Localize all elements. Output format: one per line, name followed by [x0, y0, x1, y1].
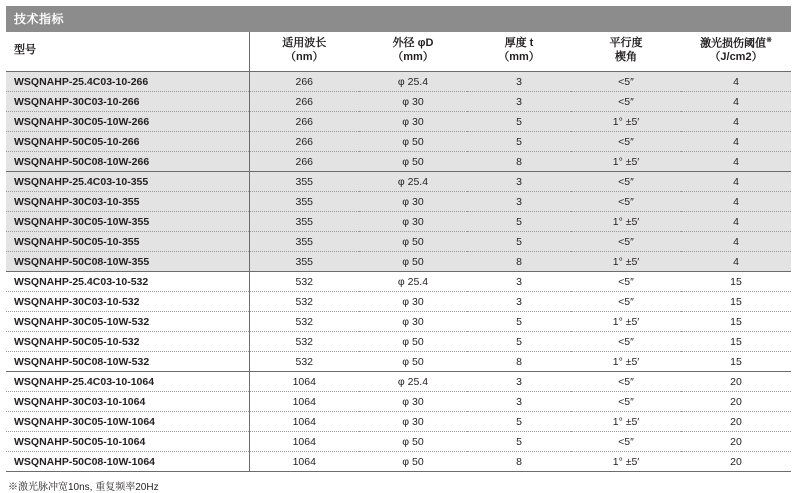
- column-header-parallelism-line1: 平行度: [609, 37, 643, 50]
- table-row: [6, 172, 791, 192]
- cell-wavelength: 532: [249, 332, 359, 352]
- cell-wavelength: 532: [249, 352, 359, 372]
- table-row: [6, 292, 791, 312]
- table-row: [6, 112, 791, 132]
- column-header-diameter-line1: 外径 φD: [392, 37, 434, 50]
- cell-model: WSQNAHP-30C03-10-1064: [6, 392, 249, 412]
- cell-diameter: φ 50: [359, 252, 467, 272]
- cell-diameter: φ 50: [359, 432, 467, 452]
- column-header-wavelength: [249, 32, 359, 72]
- column-header-parallelism: [571, 32, 681, 72]
- table-row: [6, 312, 791, 332]
- cell-model: WSQNAHP-30C05-10W-532: [6, 312, 249, 332]
- cell-model: WSQNAHP-50C08-10W-355: [6, 252, 249, 272]
- cell-model: WSQNAHP-30C03-10-355: [6, 192, 249, 212]
- cell-parallelism: <5″: [571, 192, 681, 212]
- cell-diameter: φ 50: [359, 232, 467, 252]
- footnote: [6, 472, 791, 493]
- cell-thickness: 5: [467, 232, 571, 252]
- cell-parallelism: 1° ±5′: [571, 252, 681, 272]
- cell-wavelength: 266: [249, 132, 359, 152]
- column-header-model: [6, 32, 249, 72]
- cell-wavelength: 532: [249, 272, 359, 292]
- table-row: [6, 252, 791, 272]
- cell-diameter: φ 30: [359, 192, 467, 212]
- cell-thickness: 5: [467, 332, 571, 352]
- cell-parallelism: <5″: [571, 292, 681, 312]
- table-row: [6, 432, 791, 452]
- table-row: [6, 232, 791, 252]
- cell-diameter: φ 25.4: [359, 72, 467, 92]
- cell-model: WSQNAHP-50C08-10W-1064: [6, 452, 249, 472]
- cell-thickness: 3: [467, 92, 571, 112]
- cell-diameter: φ 50: [359, 452, 467, 472]
- cell-parallelism: 1° ±5′: [571, 112, 681, 132]
- cell-model: WSQNAHP-30C03-10-532: [6, 292, 249, 312]
- table-row: [6, 92, 791, 112]
- cell-diameter: φ 25.4: [359, 372, 467, 392]
- cell-ldt: 4: [681, 112, 791, 132]
- cell-ldt: 15: [681, 292, 791, 312]
- cell-diameter: φ 30: [359, 212, 467, 232]
- table-row: [6, 372, 791, 392]
- cell-wavelength: 266: [249, 92, 359, 112]
- cell-parallelism: <5″: [571, 92, 681, 112]
- cell-ldt: 4: [681, 252, 791, 272]
- cell-thickness: 3: [467, 292, 571, 312]
- table-row: [6, 352, 791, 372]
- cell-model: WSQNAHP-30C05-10W-355: [6, 212, 249, 232]
- cell-thickness: 5: [467, 412, 571, 432]
- cell-thickness: 8: [467, 452, 571, 472]
- cell-model: WSQNAHP-50C05-10-532: [6, 332, 249, 352]
- cell-model: WSQNAHP-25.4C03-10-355: [6, 172, 249, 192]
- cell-parallelism: <5″: [571, 372, 681, 392]
- cell-ldt: 4: [681, 172, 791, 192]
- table-header: [6, 32, 791, 72]
- cell-parallelism: 1° ±5′: [571, 212, 681, 232]
- cell-model: WSQNAHP-30C03-10-266: [6, 92, 249, 112]
- cell-diameter: φ 50: [359, 352, 467, 372]
- column-header-parallelism-line2: 楔角: [615, 51, 637, 64]
- column-header-wavelength-line2: （nm）: [285, 51, 324, 64]
- cell-wavelength: 1064: [249, 392, 359, 412]
- table-row: [6, 132, 791, 152]
- cell-diameter: φ 30: [359, 292, 467, 312]
- cell-parallelism: <5″: [571, 172, 681, 192]
- table-row: [6, 152, 791, 172]
- column-header-ldt-line1: [683, 37, 789, 51]
- column-header-diameter-line2: （mm）: [392, 51, 434, 64]
- cell-diameter: φ 25.4: [359, 272, 467, 292]
- cell-wavelength: 266: [249, 112, 359, 132]
- cell-model: WSQNAHP-30C05-10W-1064: [6, 412, 249, 432]
- table-header-row: [6, 32, 791, 72]
- cell-model: WSQNAHP-50C05-10-266: [6, 132, 249, 152]
- cell-wavelength: 355: [249, 212, 359, 232]
- cell-ldt: 4: [681, 72, 791, 92]
- cell-wavelength: 1064: [249, 432, 359, 452]
- cell-diameter: φ 30: [359, 92, 467, 112]
- column-header-ldt: [681, 32, 791, 72]
- cell-ldt: 4: [681, 232, 791, 252]
- cell-thickness: 5: [467, 212, 571, 232]
- cell-ldt: 15: [681, 272, 791, 292]
- table-body: [6, 72, 791, 472]
- cell-diameter: φ 50: [359, 132, 467, 152]
- column-header-ldt-line2: （J/cm2）: [709, 51, 763, 64]
- cell-wavelength: 1064: [249, 372, 359, 392]
- cell-thickness: 5: [467, 312, 571, 332]
- cell-thickness: 3: [467, 172, 571, 192]
- cell-diameter: φ 30: [359, 312, 467, 332]
- section-title: [6, 6, 791, 32]
- cell-diameter: φ 50: [359, 152, 467, 172]
- table-row: [6, 212, 791, 232]
- cell-ldt: 4: [681, 132, 791, 152]
- cell-thickness: 8: [467, 252, 571, 272]
- cell-ldt: 20: [681, 452, 791, 472]
- footnote-marker-icon: ※: [766, 37, 772, 44]
- table-row: [6, 272, 791, 292]
- cell-wavelength: 532: [249, 292, 359, 312]
- column-header-thickness: [467, 32, 571, 72]
- cell-wavelength: 532: [249, 312, 359, 332]
- cell-thickness: 3: [467, 272, 571, 292]
- cell-diameter: φ 30: [359, 392, 467, 412]
- cell-model: WSQNAHP-25.4C03-10-532: [6, 272, 249, 292]
- cell-parallelism: <5″: [571, 132, 681, 152]
- cell-ldt: 4: [681, 92, 791, 112]
- cell-model: WSQNAHP-50C08-10W-266: [6, 152, 249, 172]
- cell-wavelength: 1064: [249, 452, 359, 472]
- cell-diameter: φ 30: [359, 112, 467, 132]
- cell-thickness: 3: [467, 372, 571, 392]
- cell-parallelism: <5″: [571, 232, 681, 252]
- cell-diameter: φ 25.4: [359, 172, 467, 192]
- cell-ldt: 20: [681, 392, 791, 412]
- cell-thickness: 5: [467, 132, 571, 152]
- cell-diameter: φ 30: [359, 412, 467, 432]
- cell-wavelength: 266: [249, 152, 359, 172]
- cell-ldt: 4: [681, 212, 791, 232]
- section-title-label: 技术指标: [14, 12, 65, 26]
- cell-wavelength: 355: [249, 252, 359, 272]
- column-header-ldt-text: 激光损伤阈值: [700, 37, 767, 50]
- cell-wavelength: 266: [249, 72, 359, 92]
- table-row: [6, 192, 791, 212]
- cell-parallelism: <5″: [571, 72, 681, 92]
- table-row: [6, 412, 791, 432]
- cell-model: WSQNAHP-25.4C03-10-266: [6, 72, 249, 92]
- cell-ldt: 20: [681, 372, 791, 392]
- cell-model: WSQNAHP-50C08-10W-532: [6, 352, 249, 372]
- cell-thickness: 8: [467, 152, 571, 172]
- cell-parallelism: 1° ±5′: [571, 152, 681, 172]
- cell-parallelism: <5″: [571, 272, 681, 292]
- cell-wavelength: 355: [249, 232, 359, 252]
- cell-model: WSQNAHP-50C05-10-355: [6, 232, 249, 252]
- table-row: [6, 332, 791, 352]
- cell-thickness: 3: [467, 72, 571, 92]
- cell-wavelength: 1064: [249, 412, 359, 432]
- cell-parallelism: <5″: [571, 432, 681, 452]
- cell-parallelism: 1° ±5′: [571, 312, 681, 332]
- cell-diameter: φ 50: [359, 332, 467, 352]
- cell-parallelism: <5″: [571, 332, 681, 352]
- cell-ldt: 15: [681, 312, 791, 332]
- column-header-thickness-line1: 厚度 t: [504, 37, 534, 50]
- cell-wavelength: 355: [249, 192, 359, 212]
- cell-ldt: 20: [681, 412, 791, 432]
- cell-ldt: 15: [681, 332, 791, 352]
- cell-thickness: 8: [467, 352, 571, 372]
- cell-thickness: 5: [467, 432, 571, 452]
- cell-wavelength: 355: [249, 172, 359, 192]
- cell-ldt: 4: [681, 152, 791, 172]
- column-header-model-label: 型号: [14, 44, 36, 57]
- cell-parallelism: 1° ±5′: [571, 352, 681, 372]
- column-header-wavelength-line1: 适用波长: [282, 37, 327, 50]
- cell-ldt: 15: [681, 352, 791, 372]
- footnote-text: ※激光脉冲宽10ns, 重复频率20Hz: [8, 482, 159, 493]
- cell-thickness: 5: [467, 112, 571, 132]
- cell-ldt: 20: [681, 432, 791, 452]
- cell-model: WSQNAHP-30C05-10W-266: [6, 112, 249, 132]
- cell-parallelism: <5″: [571, 392, 681, 412]
- cell-thickness: 3: [467, 392, 571, 412]
- table-row: [6, 72, 791, 92]
- cell-thickness: 3: [467, 192, 571, 212]
- column-header-thickness-line2: （mm）: [498, 51, 540, 64]
- column-header-diameter: [359, 32, 467, 72]
- cell-parallelism: 1° ±5′: [571, 412, 681, 432]
- cell-parallelism: 1° ±5′: [571, 452, 681, 472]
- cell-model: WSQNAHP-50C05-10-1064: [6, 432, 249, 452]
- spec-table: [6, 32, 791, 472]
- cell-model: WSQNAHP-25.4C03-10-1064: [6, 372, 249, 392]
- cell-ldt: 4: [681, 192, 791, 212]
- table-row: [6, 452, 791, 472]
